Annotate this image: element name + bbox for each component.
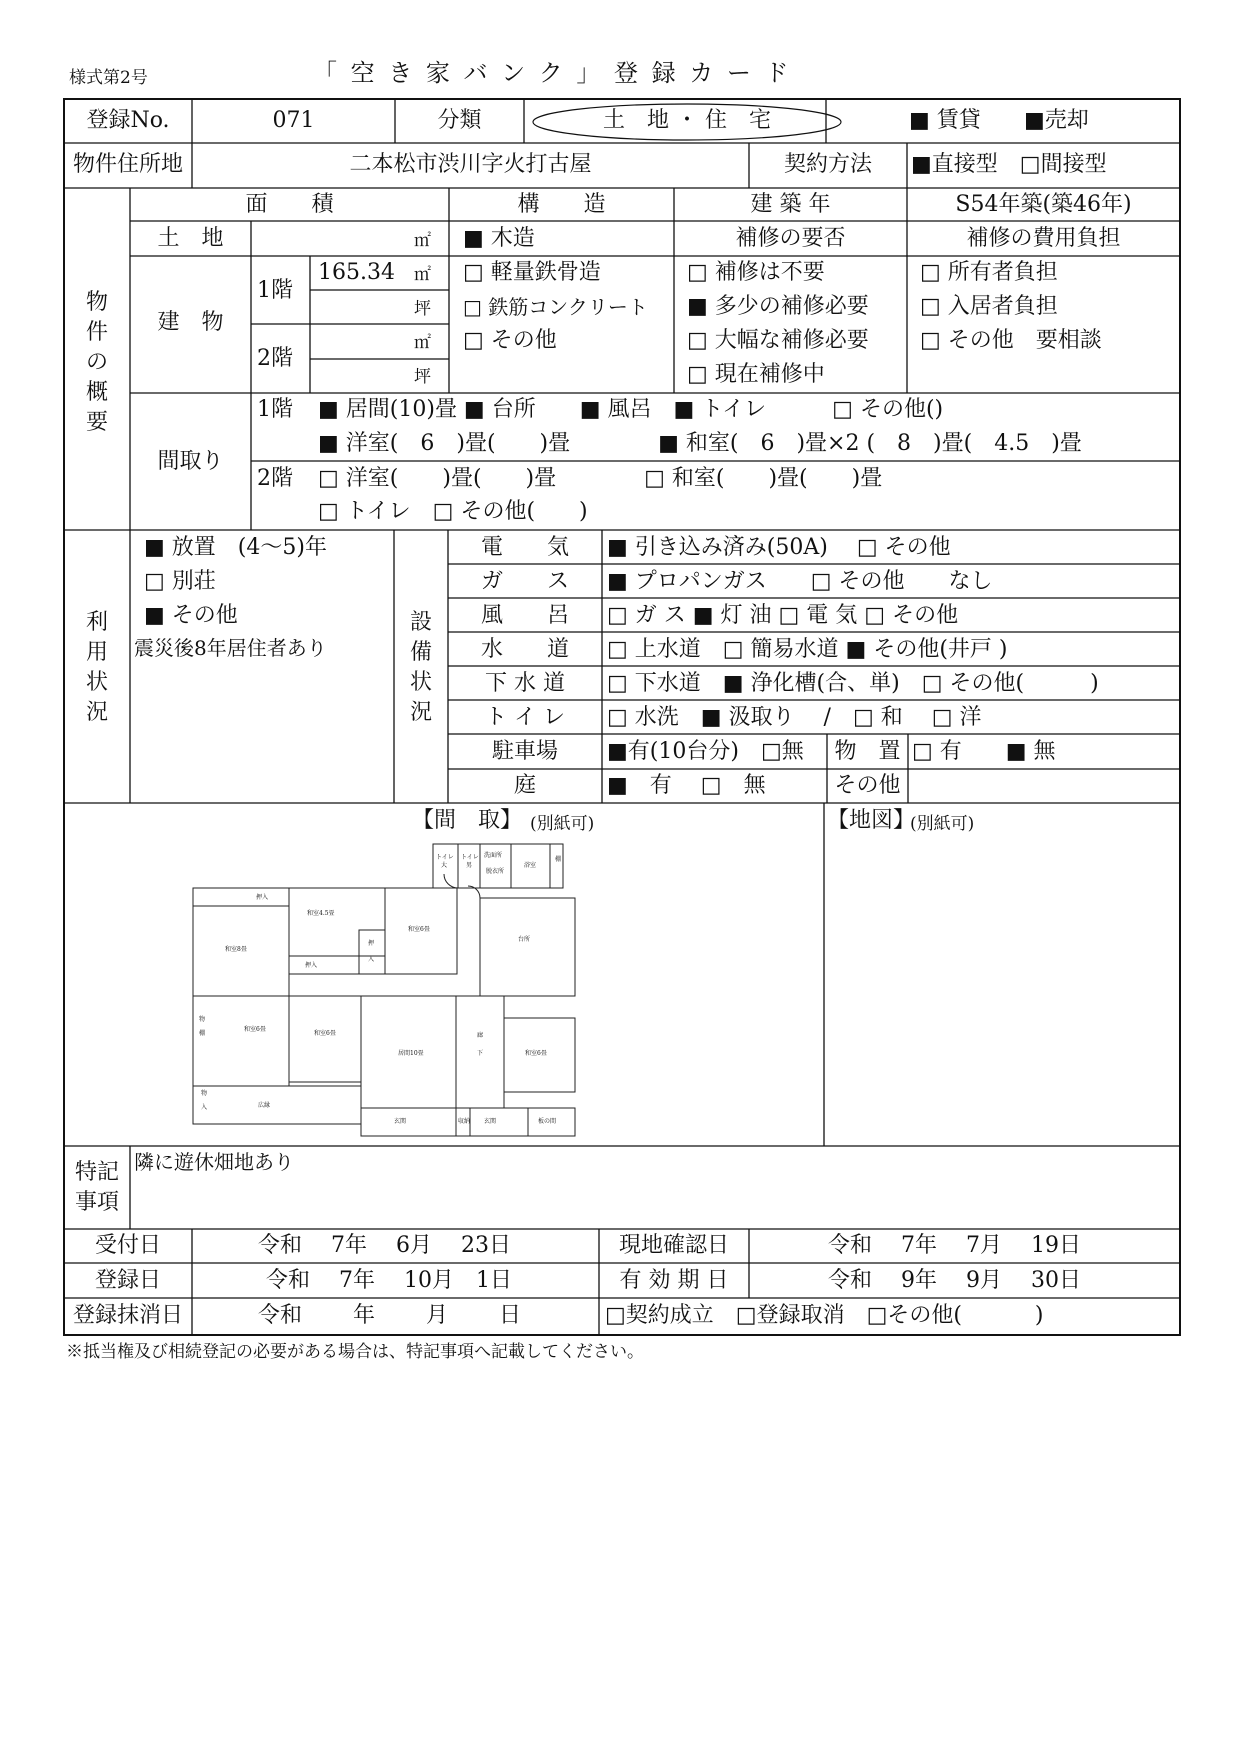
fp-mono2: 入 <box>201 1104 208 1111</box>
facility-garden-label: 庭 <box>513 773 536 798</box>
repair-header: 補修の要否 <box>735 226 846 251</box>
built-header: 建 築 年 <box>750 192 831 217</box>
repair-in-progress: □ 現在補修中 <box>687 362 825 387</box>
received-date-value: 令和 7年 6月 23日 <box>258 1233 511 1258</box>
facility-water-value: □ 上水道 □ 簡易水道 ■ その他(井戸 ) <box>607 637 1008 662</box>
footnote: ※抵当権及び相続登記の必要がある場合は、特記事項へ記載してください。 <box>66 1342 644 1362</box>
fp-toilet-m2: 男 <box>466 862 473 869</box>
facility-storage-value: □ 有 ■ 無 <box>912 739 1056 764</box>
category-value: 土 地 ・ 住 宅 <box>603 108 771 133</box>
facilities-section-label: 設備状況 <box>409 610 432 725</box>
registration-no-label: 登録No. <box>86 108 170 133</box>
facility-sewer-label: 下 水 道 <box>485 671 565 696</box>
building-label: 建 物 <box>157 310 224 335</box>
onsite-date-value: 令和 7年 7月 19日 <box>828 1233 1081 1258</box>
fp-oshiire2: 押入 <box>305 962 318 969</box>
usage-villa: □ 別荘 <box>144 569 216 594</box>
fp-washitsu6d: 和室6畳 <box>525 1050 547 1057</box>
remarks-value: 隣に遊休畑地あり <box>134 1150 294 1174</box>
fp-toilet-l2: 大 <box>441 862 448 869</box>
structure-wood: ■ 木造 <box>463 226 535 251</box>
valid-date-label: 有 効 期 日 <box>619 1268 729 1293</box>
map-attach-note: (別紙可) <box>910 814 975 834</box>
floor2-tsubo-unit: 坪 <box>414 367 431 387</box>
facility-garden-value: ■ 有 □ 無 <box>607 773 766 798</box>
facility-bath-label: 風 呂 <box>480 603 569 628</box>
fp-bath: 浴室 <box>524 862 537 869</box>
facility-gas-value: ■ プロパンガス □ その他 なし <box>607 569 993 594</box>
structure-rc: □ 鉄筋コンクリート <box>463 295 648 319</box>
fp-washroom: 洗面所 <box>484 852 503 859</box>
floor1-m2-unit: ㎡ <box>414 265 431 285</box>
fp-hall: 廊 <box>477 1032 484 1039</box>
usage-section-label: 利用状況 <box>85 610 108 725</box>
layout-floor2-other: □ トイレ □ その他( ) <box>318 499 588 524</box>
map-label: 【地図】 <box>827 808 916 833</box>
structure-other: □ その他 <box>463 328 557 353</box>
page-title: 「 空 き 家 バ ン ク 」 登 録 カ ー ド <box>313 59 792 87</box>
registered-date-label: 登録日 <box>94 1268 161 1293</box>
fp-oshiire3b: 入 <box>368 956 375 963</box>
cancel-reason: □契約成立 □登録取消 □その他( ) <box>605 1303 1044 1328</box>
fp-genkan-side: 玄関 <box>394 1118 407 1125</box>
cancel-date-label: 登録抹消日 <box>72 1303 183 1328</box>
cost-other: □ その他 要相談 <box>920 328 1102 353</box>
onsite-date-label: 現地確認日 <box>618 1233 729 1258</box>
address-label: 物件住所地 <box>72 152 183 177</box>
fp-washitsu6b: 和室6畳 <box>244 1026 266 1033</box>
fp-washitsu6a: 和室6畳 <box>408 926 430 933</box>
facility-bath-value: □ ガ ス ■ 灯 油 □ 電 気 □ その他 <box>607 603 959 628</box>
property-section-label: 物件の概要 <box>85 290 108 435</box>
fp-tana: 棚 <box>199 1030 206 1037</box>
cost-tenant: □ 入居者負担 <box>920 294 1058 319</box>
fp-kitchen: 台所 <box>518 936 531 943</box>
cancel-date-value: 令和 年 月 日 <box>258 1303 521 1328</box>
facility-gas-label: ガ ス <box>480 569 569 594</box>
fp-shelf: 棚 <box>555 856 562 863</box>
floor2-label: 2階 <box>257 346 293 371</box>
floor1-label: 1階 <box>257 278 293 303</box>
fp-toilet-l: トイレ <box>436 854 454 861</box>
repair-some: ■ 多少の補修必要 <box>687 294 869 319</box>
fp-hall2: 下 <box>477 1050 484 1057</box>
facility-electric-value: ■ 引き込み済み(50A) □ その他 <box>607 535 951 560</box>
fp-engawa: 広縁 <box>258 1102 271 1109</box>
facility-storage-label: 物 置 <box>834 739 901 764</box>
contract-label: 契約方法 <box>783 152 872 177</box>
rent-checkbox: ■ 賃貸 <box>909 108 981 133</box>
category-label: 分類 <box>437 108 482 133</box>
land-label: 土 地 <box>157 226 224 251</box>
land-m2-unit: ㎡ <box>414 231 431 251</box>
address-value: 二本松市渋川字火打古屋 <box>349 152 592 177</box>
registered-date-value: 令和 7年 10月 1日 <box>266 1268 512 1293</box>
contract-value: ■直接型 □間接型 <box>911 152 1107 177</box>
layout-floor1-rooms: ■ 居間(10)畳 ■ 台所 ■ 風呂 ■ トイレ □ その他() <box>318 397 944 422</box>
fp-oshiire3: 押 <box>368 940 375 947</box>
fp-small-storage: 収納 <box>458 1118 471 1125</box>
fp-genkan: 玄関 <box>484 1118 497 1125</box>
usage-other: ■ その他 <box>144 603 238 628</box>
repair-major: □ 大幅な補修必要 <box>687 328 869 353</box>
fp-mono: 物 <box>201 1090 208 1097</box>
floor1-m2-value: 165.34 <box>318 260 395 285</box>
fp-washitsu6c: 和室6畳 <box>314 1030 336 1037</box>
floorplan-attach-note: (別紙可) <box>530 814 595 834</box>
registration-no-value: 071 <box>272 108 315 133</box>
facility-parking-label: 駐車場 <box>491 739 558 764</box>
fp-washitsu8: 和室8畳 <box>225 946 247 953</box>
facility-electric-label: 電 気 <box>480 535 569 560</box>
layout-label: 間取り <box>157 449 224 474</box>
layout-floor1-rooms-detail: ■ 洋室( 6 )畳( )畳 ■ 和室( 6 )畳×2 ( 8 )畳( 4.5 )畳 <box>318 431 1082 456</box>
area-header: 面 積 <box>245 192 334 217</box>
fp-oshiire1: 押入 <box>256 894 269 901</box>
facility-toilet-label: ト イ レ <box>485 705 565 730</box>
repair-none: □ 補修は不要 <box>687 260 825 285</box>
remarks-label: 特記事項 <box>74 1160 119 1215</box>
facility-parking-value: ■有(10台分) □無 <box>607 739 804 764</box>
facility-sewer-value: □ 下水道 ■ 浄化槽(合、単) □ その他( ) <box>607 671 1099 696</box>
received-date-label: 受付日 <box>94 1233 161 1258</box>
usage-vacant: ■ 放置 (4～5)年 <box>144 535 327 560</box>
layout-floor1-label: 1階 <box>257 397 293 422</box>
facility-toilet-value: □ 水洗 ■ 汲取り / □ 和 □ 洋 <box>607 705 982 730</box>
valid-date-value: 令和 9年 9月 30日 <box>828 1268 1081 1293</box>
usage-note: 震災後8年居住者あり <box>134 636 327 660</box>
floorplan-label: 【間 取】 <box>412 808 523 833</box>
layout-floor2-label: 2階 <box>257 466 293 491</box>
fp-living: 居間10畳 <box>398 1050 424 1057</box>
floor1-tsubo-unit: 坪 <box>414 299 431 319</box>
cost-header: 補修の費用負担 <box>966 226 1121 251</box>
cost-owner: □ 所有者負担 <box>920 260 1058 285</box>
facility-other-label: その他 <box>834 773 901 798</box>
built-value: S54年築(築46年) <box>955 192 1132 217</box>
fp-dressing: 脱衣所 <box>486 868 505 875</box>
fp-storage: 板の間 <box>538 1118 557 1125</box>
fp-closet-v: 物 <box>199 1016 206 1023</box>
sale-checkbox: ■売却 <box>1024 108 1089 133</box>
floor2-m2-unit: ㎡ <box>414 333 431 353</box>
structure-light-steel: □ 軽量鉄骨造 <box>463 260 601 285</box>
facility-water-label: 水 道 <box>480 637 569 662</box>
fp-toilet-m: トイレ <box>461 854 479 861</box>
structure-header: 構 造 <box>517 192 606 217</box>
fp-washitsu45: 和室4.5畳 <box>307 910 335 917</box>
layout-floor2-rooms: □ 洋室( )畳( )畳 □ 和室( )畳( )畳 <box>318 466 883 491</box>
form-number: 様式第2号 <box>69 68 148 88</box>
